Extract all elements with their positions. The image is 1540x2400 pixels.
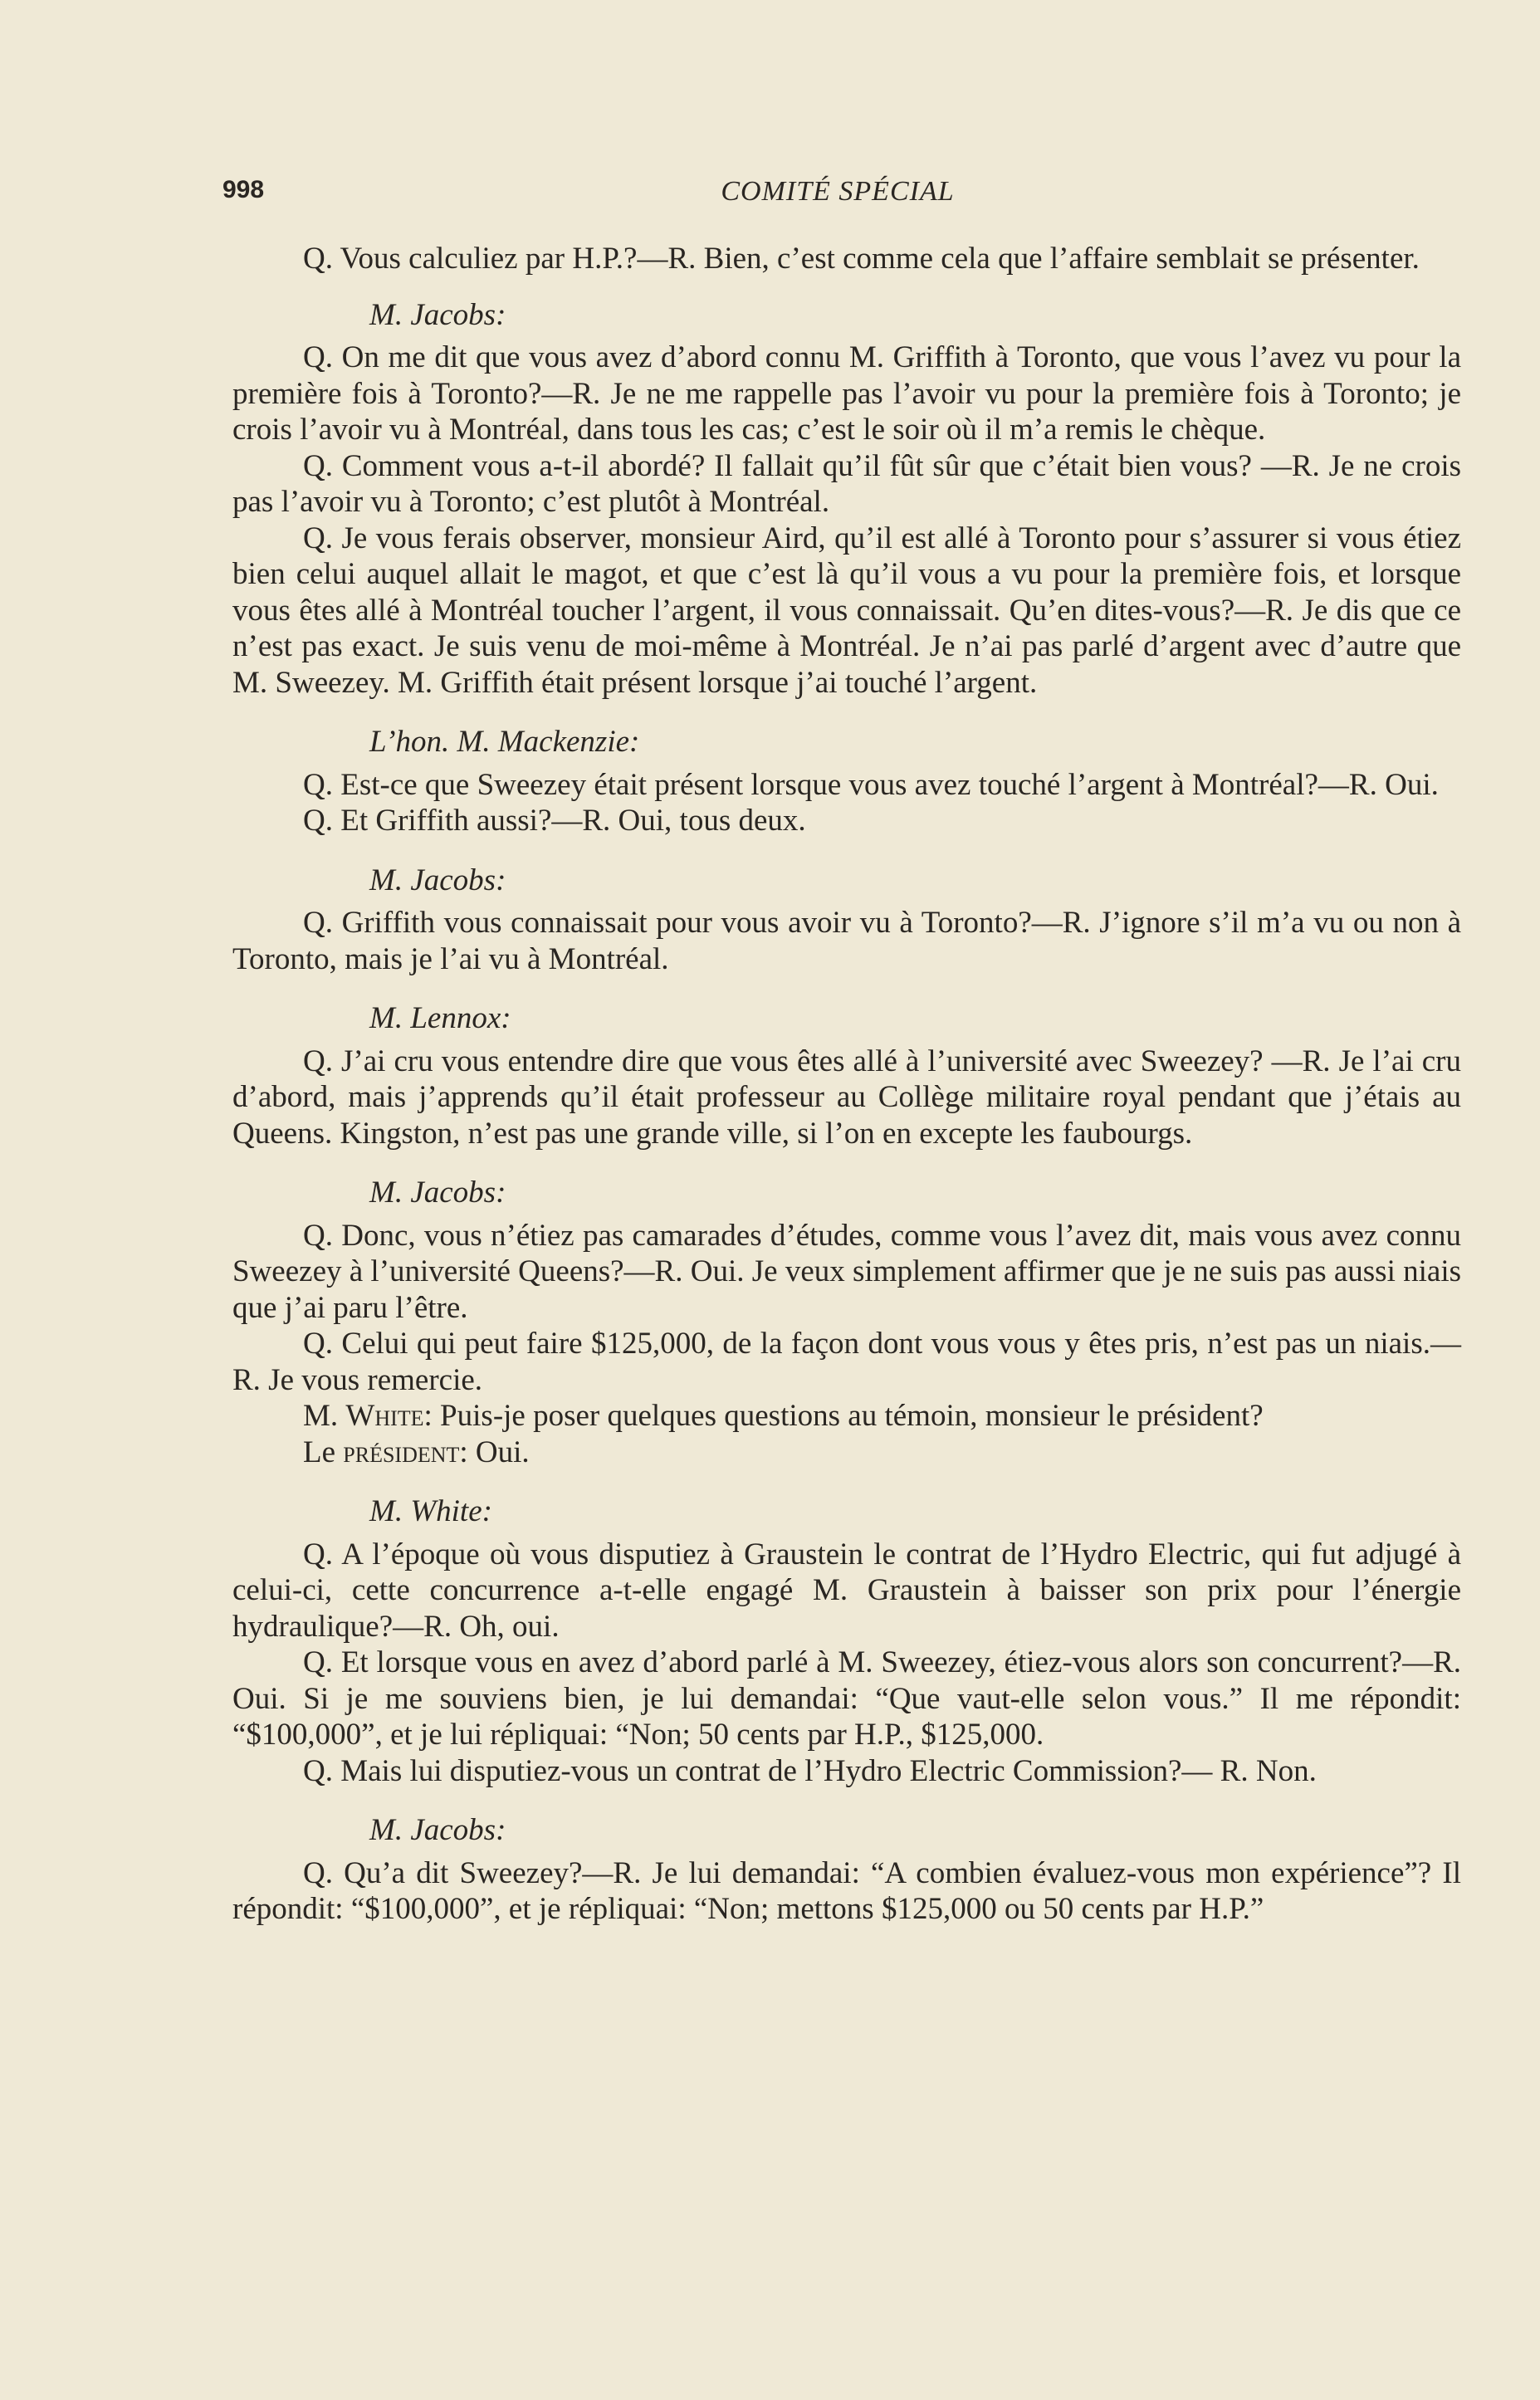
statement-prefix: Le [303, 1435, 344, 1469]
transcript-paragraph: Q. Comment vous a-t-il abordé? Il fallait qu’il fût sûr que c’était bien vous? —R. Je ne crois pas l’avoir vu à Toronto; c’est plutôt à Montréal. [232, 448, 1461, 519]
transcript-paragraph: Q. A l’époque où vous disputiez à Graustein le contrat de l’Hydro Electric, qui fut adjugé à celui-ci, cette concurrence a-t-elle engagé M. Graustein à baisser son prix pour l’énergie hydraulique?—R. Oh, oui. [232, 1537, 1461, 1644]
statement-text: : Puis-je poser quelques questions au témoin, monsieur le président? [423, 1399, 1264, 1433]
speaker-name: président [343, 1435, 460, 1469]
transcript-paragraph: Q. Vous calculiez par H.P.?—R. Bien, c’est comme cela que l’affaire semblait se présenter. [303, 242, 1420, 276]
page-header [222, 176, 1453, 218]
transcript-paragraph: Q. Qu’a dit Sweezey?—R. Je lui demandai: “A combien évaluez-vous mon expérience”? Il répondit: “$100,000”, et je répliquai: “Non; mettons $125,000 ou 50 cents par H.P.” [232, 1855, 1461, 1926]
statement-prefix: M. [303, 1399, 346, 1433]
document-body [232, 241, 1461, 1928]
transcript-paragraph: Q. Celui qui peut faire $125,000, de la façon dont vous vous y êtes pris, n’est pas un niais.—R. Je vous remercie. [232, 1327, 1461, 1397]
transcript-paragraph: Q. Griffith vous connaissait pour vous avoir vu à Toronto?—R. J’ignore s’il m’a vu ou non à Toronto, mais je l’ai vu à Montréal. [232, 906, 1461, 976]
speaker-heading: M. Jacobs: [369, 1813, 506, 1847]
speaker-heading: M. Jacobs: [369, 863, 506, 897]
speaker-statement [232, 1435, 1461, 1471]
speaker-heading: L’hon. M. Mackenzie: [369, 725, 640, 759]
speaker-statement [232, 1398, 1461, 1435]
statement-text: : Oui. [459, 1435, 530, 1469]
speaker-heading: M. Jacobs: [369, 297, 506, 332]
transcript-paragraph: Q. Et Griffith aussi?—R. Oui, tous deux. [303, 804, 806, 838]
page-number: 998 [222, 176, 265, 203]
transcript-paragraph: Q. Donc, vous n’étiez pas camarades d’études, comme vous l’avez dit, mais vous avez connu Sweezey à l’université Queens?—R. Oui. Je veux simplement affirmer que je ne suis pas aussi niais que j’ai paru l’être. [232, 1218, 1461, 1325]
transcript-paragraph: Q. Mais lui disputiez-vous un contrat de l’Hydro Electric Commission?— R. Non. [303, 1753, 1317, 1788]
transcript-paragraph: Q. On me dit que vous avez d’abord connu M. Griffith à Toronto, que vous l’avez vu pour la première fois à Toronto?—R. Je ne me rappelle pas l’avoir vu pour la première fois à Toronto; je crois l’avoir vu à Montréal, dans tous les cas; c’est le soir où il m’a remis le chèque. [232, 340, 1461, 447]
speaker-heading: M. White: [369, 1494, 492, 1528]
speaker-heading: M. Lennox: [369, 1001, 511, 1035]
running-title: COMITÉ SPÉCIAL [721, 176, 955, 207]
transcript-paragraph: Q. Est-ce que Sweezey était présent lorsque vous avez touché l’argent à Montréal?—R. Oui. [303, 767, 1439, 802]
transcript-paragraph: Q. Je vous ferais observer, monsieur Aird, qu’il est allé à Toronto pour s’assurer si vous étiez bien celui auquel allait le magot, et que c’est là qu’il vous a vu pour la première fois, et lorsque vous êtes allé à Montréal toucher l’argent, il vous connaissait. Qu’en dites-vous?—R. Je dis que ce n’est pas exact. Je suis venu de moi-même à Montréal. Je n’ai pas parlé d’argent avec d’autre que M. Sweezey. M. Griffith était présent lorsque j’ai touché l’argent. [232, 521, 1461, 700]
transcript-paragraph: Q. Et lorsque vous en avez d’abord parlé à M. Sweezey, étiez-vous alors son concurrent?—R. Oui. Si je me souviens bien, je lui demandai: “Que vaut-elle selon vous.” Il me répondit: “$100,000”, et je lui répliquai: “Non; 50 cents par H.P., $125,000. [232, 1645, 1461, 1752]
speaker-name: White [345, 1399, 424, 1433]
transcript-paragraph: Q. J’ai cru vous entendre dire que vous êtes allé à l’université avec Sweezey? —R. Je l’ai cru d’abord, mais j’apprends qu’il était professeur au Collège militaire royal pendant que j’étais au Queens. Kingston, n’est pas une grande ville, si l’on en excepte les faubourgs. [232, 1044, 1461, 1151]
speaker-heading: M. Jacobs: [369, 1176, 506, 1210]
